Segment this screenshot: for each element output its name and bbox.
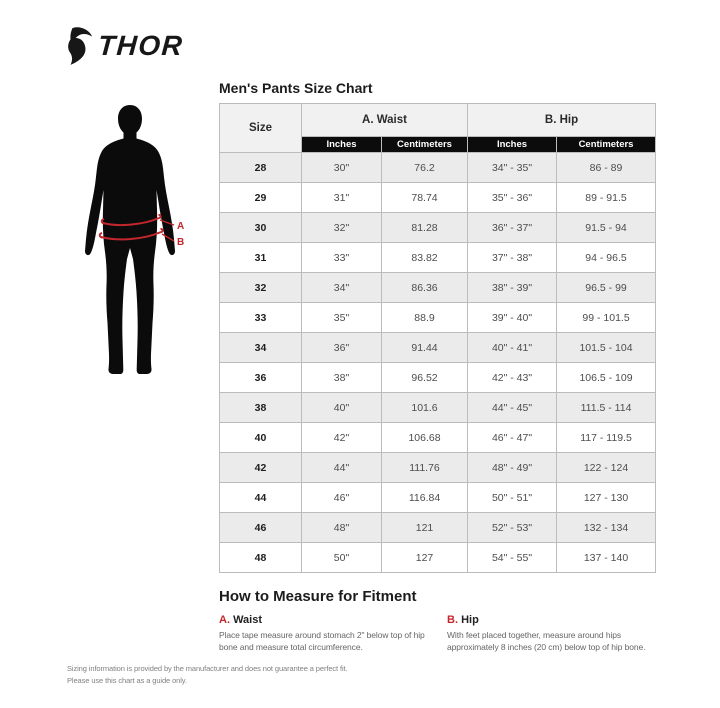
cell-size: 28 [220,153,302,183]
hip-centimeters-header: Centimeters [557,137,656,153]
cell-hip_in: 42" - 43" [468,363,557,393]
table-row [220,213,656,243]
cell-hip_cm: 111.5 - 114 [557,393,656,423]
cell-waist_cm: 83.82 [382,243,468,273]
cell-hip_in: 52" - 53" [468,513,557,543]
waist-word: Waist [233,614,262,626]
cell-hip_cm: 106.5 - 109 [557,363,656,393]
cell-waist_in: 33" [302,243,382,273]
cell-hip_cm: 91.5 - 94 [557,213,656,243]
table-row [220,483,656,513]
cell-hip_cm: 96.5 - 99 [557,273,656,303]
table-row [220,333,656,363]
cell-hip_in: 44" - 45" [468,393,557,423]
table-row [220,423,656,453]
waist-inches-header: Inches [302,137,382,153]
cell-waist_cm: 91.44 [382,333,468,363]
figure-label-b: B [177,237,185,248]
page-title: Men's Pants Size Chart [219,80,373,96]
cell-waist_in: 44" [302,453,382,483]
measurement-figure [73,102,198,384]
table-row [220,363,656,393]
cell-size: 30 [220,213,302,243]
cell-waist_in: 30" [302,153,382,183]
cell-waist_in: 46" [302,483,382,513]
cell-waist_in: 32" [302,213,382,243]
cell-hip_cm: 117 - 119.5 [557,423,656,453]
cell-waist_cm: 106.68 [382,423,468,453]
hip-letter: B. [447,614,458,626]
cell-hip_in: 36" - 37" [468,213,557,243]
cell-waist_cm: 88.9 [382,303,468,333]
cell-waist_in: 34" [302,273,382,303]
cell-waist_in: 48" [302,513,382,543]
table-row [220,243,656,273]
measure-heading: How to Measure for Fitment [219,588,417,605]
cell-size: 33 [220,303,302,333]
cell-size: 36 [220,363,302,393]
cell-waist_cm: 121 [382,513,468,543]
hip-word: Hip [461,614,479,626]
cell-hip_in: 34" - 35" [468,153,557,183]
table-row [220,303,656,333]
cell-hip_cm: 94 - 96.5 [557,243,656,273]
thor-helmet-icon [63,26,95,66]
cell-size: 32 [220,273,302,303]
cell-waist_cm: 111.76 [382,453,468,483]
cell-size: 29 [220,183,302,213]
cell-waist_in: 35" [302,303,382,333]
cell-hip_in: 46" - 47" [468,423,557,453]
cell-hip_cm: 101.5 - 104 [557,333,656,363]
hip-instruction [447,614,656,654]
cell-hip_in: 39" - 40" [468,303,557,333]
cell-size: 38 [220,393,302,423]
cell-waist_cm: 78.74 [382,183,468,213]
hip-group-header: B. Hip [468,104,656,137]
table-row [220,453,656,483]
table-row [220,183,656,213]
waist-instruction-text: Place tape measure around stomach 2" below top of hip bone and measure total circumference. [219,630,425,653]
cell-size: 48 [220,543,302,573]
cell-hip_cm: 132 - 134 [557,513,656,543]
size-chart-table [219,103,656,573]
cell-size: 42 [220,453,302,483]
table-row [220,513,656,543]
cell-waist_in: 36" [302,333,382,363]
cell-hip_cm: 99 - 101.5 [557,303,656,333]
hip-instruction-text: With feet placed together, measure around hips approximately 8 inches (20 cm) below top of hip bone. [447,630,646,653]
disclaimer-line-2: Please use this chart as a guide only. [67,675,187,685]
cell-size: 46 [220,513,302,543]
cell-waist_cm: 96.52 [382,363,468,393]
cell-waist_cm: 76.2 [382,153,468,183]
hip-instruction-label [447,614,656,626]
cell-hip_cm: 137 - 140 [557,543,656,573]
table-row [220,273,656,303]
cell-waist_in: 50" [302,543,382,573]
cell-waist_in: 40" [302,393,382,423]
waist-instruction [219,614,428,654]
hip-inches-header: Inches [468,137,557,153]
measure-instructions [219,614,656,654]
table-row [220,153,656,183]
cell-waist_in: 42" [302,423,382,453]
cell-waist_cm: 127 [382,543,468,573]
size-column-header: Size [220,104,302,153]
cell-size: 34 [220,333,302,363]
cell-hip_cm: 127 - 130 [557,483,656,513]
size-chart-rows [220,153,656,573]
cell-size: 31 [220,243,302,273]
cell-waist_in: 38" [302,363,382,393]
cell-size: 44 [220,483,302,513]
waist-letter: A. [219,614,230,626]
cell-waist_cm: 116.84 [382,483,468,513]
cell-hip_in: 50" - 51" [468,483,557,513]
figure-label-a: A [177,221,185,232]
cell-hip_in: 35" - 36" [468,183,557,213]
cell-hip_cm: 89 - 91.5 [557,183,656,213]
cell-hip_in: 38" - 39" [468,273,557,303]
male-silhouette [73,102,198,384]
cell-hip_cm: 122 - 124 [557,453,656,483]
table-row [220,543,656,573]
table-row [220,393,656,423]
waist-instruction-label [219,614,428,626]
cell-waist_cm: 101.6 [382,393,468,423]
cell-size: 40 [220,423,302,453]
disclaimer-line-1: Sizing information is provided by the manufacturer and does not guarantee a perfect fit. [67,664,348,673]
cell-hip_in: 54" - 55" [468,543,557,573]
cell-waist_cm: 81.28 [382,213,468,243]
disclaimer [67,663,348,686]
group-header-row [220,104,656,137]
cell-hip_in: 40" - 41" [468,333,557,363]
waist-group-header: A. Waist [302,104,468,137]
cell-waist_cm: 86.36 [382,273,468,303]
thor-logo [63,26,183,66]
cell-hip_in: 48" - 49" [468,453,557,483]
cell-hip_in: 37" - 38" [468,243,557,273]
waist-centimeters-header: Centimeters [382,137,468,153]
cell-hip_cm: 86 - 89 [557,153,656,183]
thor-wordmark: THOR [96,30,185,61]
cell-waist_in: 31" [302,183,382,213]
